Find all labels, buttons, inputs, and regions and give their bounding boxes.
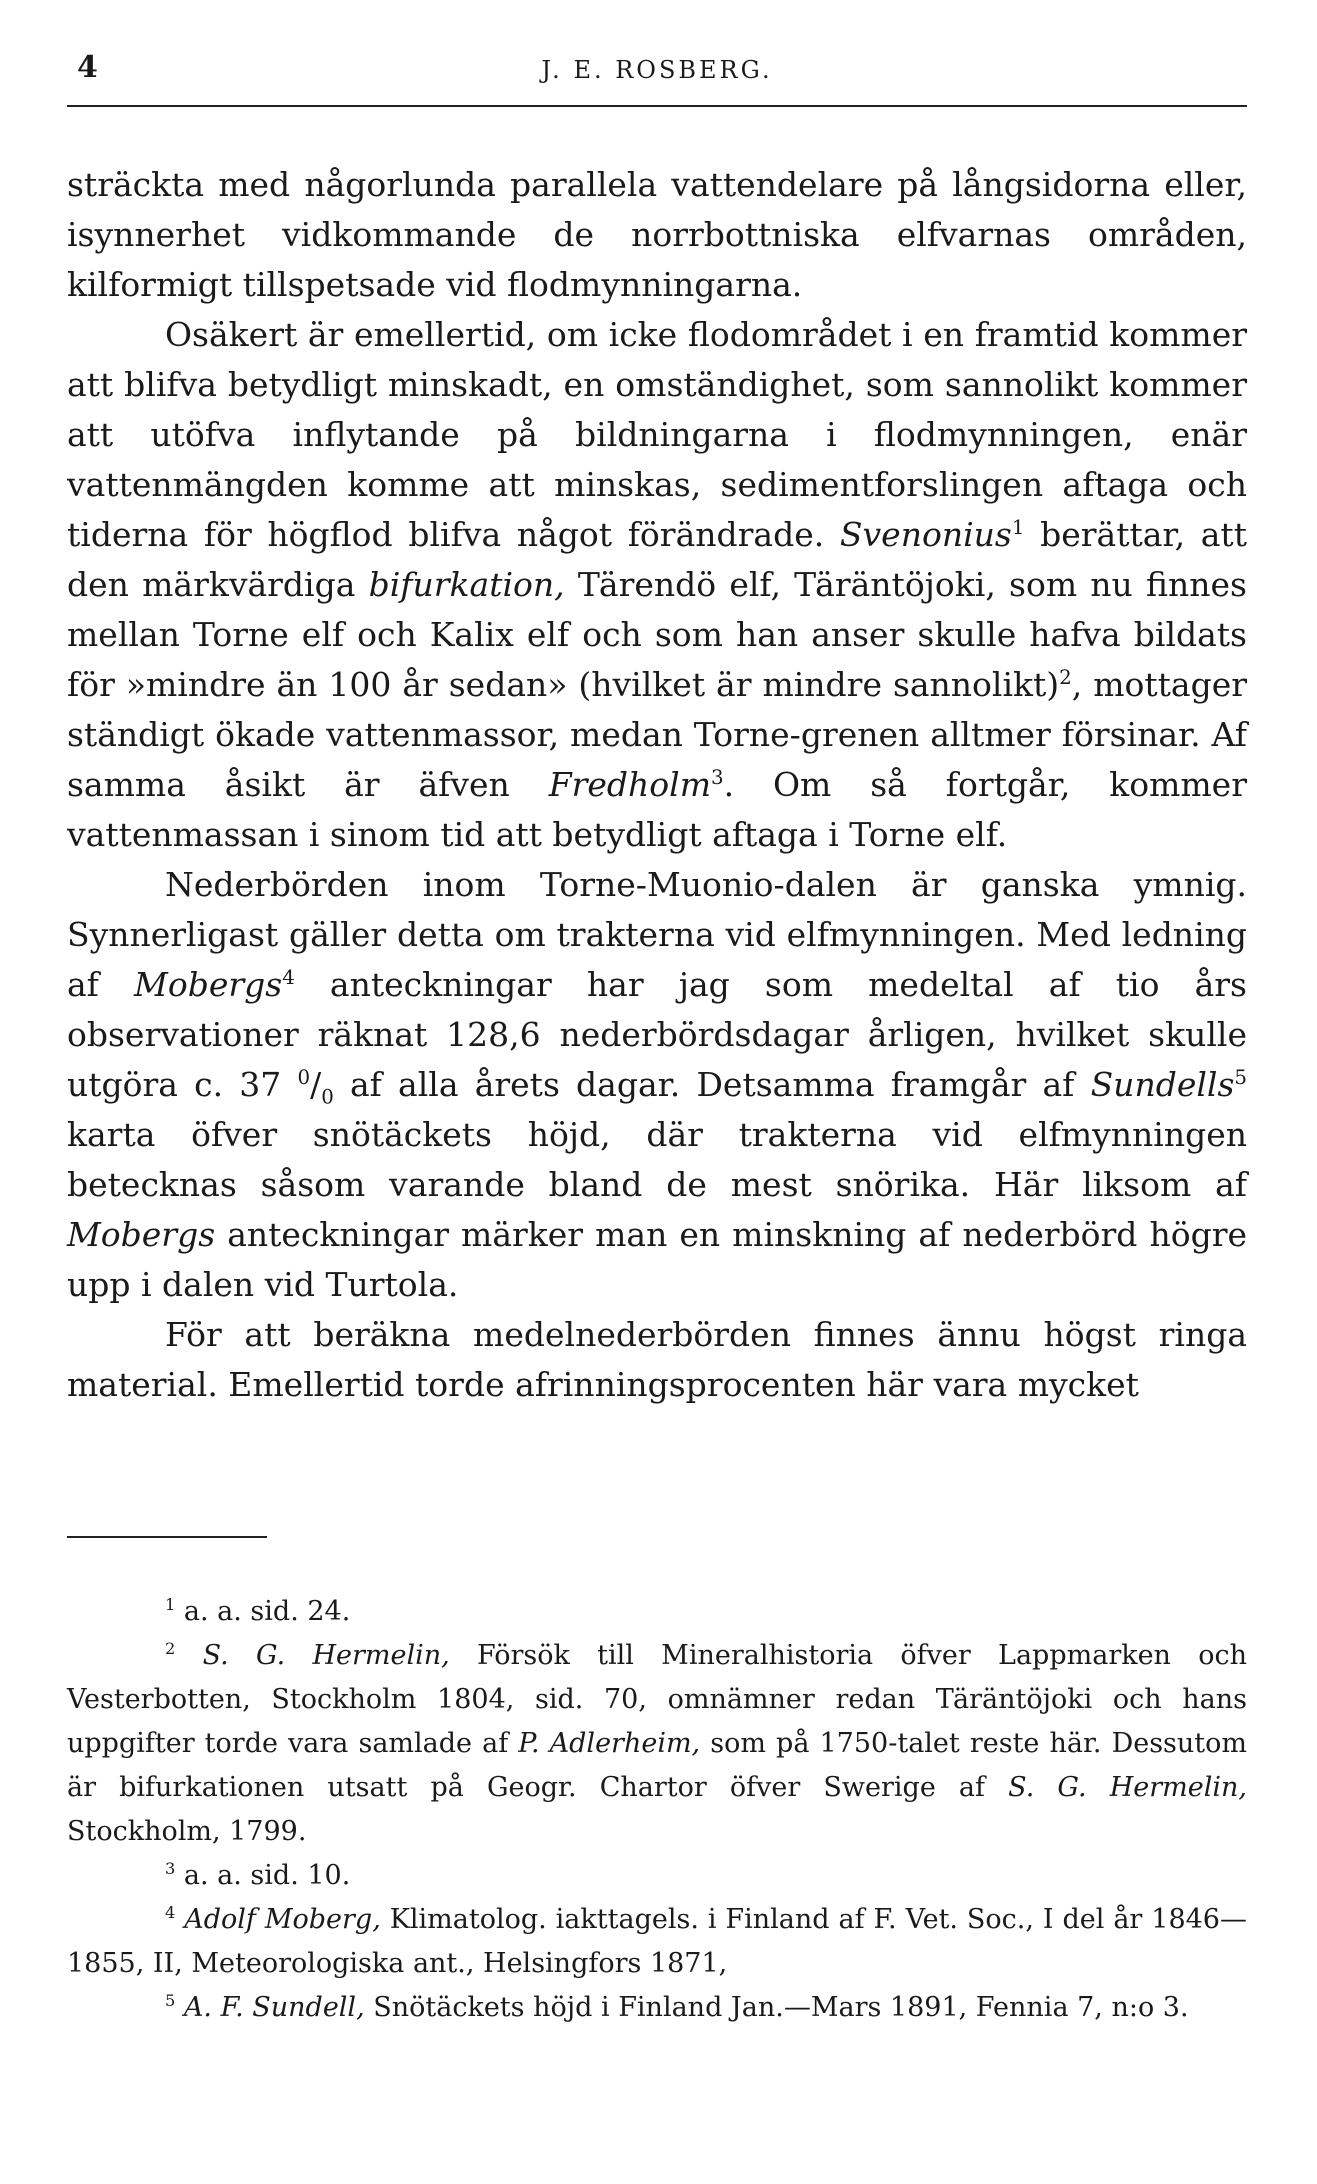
header-rule	[67, 105, 1247, 107]
name-svenonius: Svenonius	[839, 515, 1012, 554]
footnote-ref-4: 4	[282, 966, 295, 989]
name-sundells: Sundells	[1090, 1065, 1235, 1104]
name-fredholm: Fredholm	[548, 765, 711, 804]
footnote-ref-2: 2	[1059, 666, 1072, 689]
percent-sign: $^0/_0$	[297, 1065, 334, 1109]
name-mobergs-2: Mobergs	[67, 1215, 216, 1254]
footnote-ref-1: 1	[1011, 516, 1025, 539]
paragraph-1: sträckta med någorlunda parallela vattendelare på långsidorna eller, isynnerhet vidkommande de norrbottniska elfvarnas områden, kilformigt tillspetsade vid flodmynningarna.	[67, 165, 1247, 304]
term-bifurkation: bifurkation,	[368, 565, 565, 604]
footnote-rule	[67, 1536, 267, 1538]
body-text	[67, 160, 1247, 1410]
footnote-3: $^3$ a. a. sid. 10.	[165, 1859, 351, 1891]
paragraph-4: För att beräkna medelnederbörden finnes ännu högst ringa material. Emellertid torde afrinningsprocenten här vara mycket	[67, 1315, 1247, 1404]
footnotes	[67, 1590, 1247, 2030]
running-head: J. E. ROSBERG.	[541, 56, 773, 84]
footnote-2: $^2$ S. G. Hermelin, Försök till Mineralhistoria öfver Lappmarken och Vesterbotten, Stockholm 1804, sid. 70, omnämner redan Täräntöjoki och hans uppgifter torde vara samlade af P. Adlerheim, som på 1750-talet reste här. Dessutom är bifurkationen utsatt på Geogr. Chartor öfver Swerige af S. G. Hermelin, Stockholm, 1799.	[67, 1639, 1247, 1847]
footnote-5: $^5$ A. F. Sundell, Snötäckets höjd i Finland Jan.—Mars 1891, Fennia 7, n:o 3.	[165, 1991, 1189, 2023]
paragraph-2: Osäkert är emellertid, om icke flodområdet i en framtid kommer att blifva betydligt minskadt, en omständighet, som sannolikt kommer att utöfva inflytande på bildningarna i flodmynningen, enär vattenmängden komme att minskas, sedimentforslingen aftaga och tiderna för högflod blifva något förändrade. Svenonius$^1$ berättar, att den märkvärdiga bifurkation, Tärendö elf, Täräntöjoki, som nu finnes mellan Torne elf och Kalix elf och som han anser skulle hafva bildats för »mindre än 100 år sedan» (hvilket är mindre sannolikt)$^2$, mottager ständigt ökade vattenmassor, medan Torne-grenen alltmer försinar. Af samma åsikt är äfven Fredholm$^3$. Om så fortgår, kommer vattenmassan i sinom tid att betydligt aftaga i Torne elf.	[67, 315, 1248, 854]
footnote-ref-5: 5	[1234, 1066, 1247, 1089]
page-header	[67, 50, 1247, 90]
footnote-ref-3: 3	[711, 766, 724, 789]
name-mobergs: Mobergs	[134, 965, 283, 1004]
footnote-1: $^1$ a. a. sid. 24.	[165, 1595, 351, 1627]
page-number: 4	[77, 50, 98, 85]
footnote-4: $^4$ Adolf Moberg, Klimatolog. iakttagels. i Finland af F. Vet. Soc., I del år 1846—1855, II, Meteorologiska ant., Helsingfors 1871,	[67, 1903, 1247, 1979]
paragraph-3: Nederbörden inom Torne-Muonio-dalen är ganska ymnig. Synnerligast gäller detta om trakterna vid elfmynningen. Med ledning af Mobergs$^4$ anteckningar har jag som medeltal af tio års observationer räknat 128,6 nederbördsdagar årligen, hvilket skulle utgöra c. 37 $^0/_0$ af alla årets dagar. Detsamma framgår af Sundells$^5$ karta öfver snötäckets höjd, där trakterna vid elfmynningen betecknas såsom varande bland de mest snörika. Här liksom af Mobergs anteckningar märker man en minskning af nederbörd högre upp i dalen vid Turtola.	[67, 865, 1247, 1304]
